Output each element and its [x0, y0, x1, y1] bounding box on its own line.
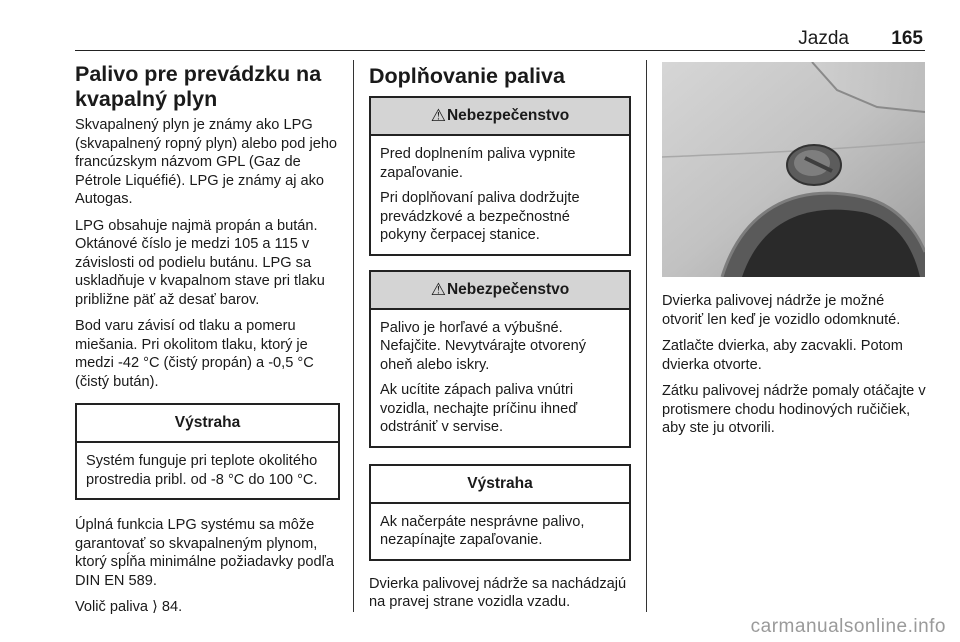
lpg-heading: Palivo pre prevádzku na kvapalný plyn [75, 62, 322, 111]
danger-title-bar [371, 272, 629, 310]
column-filler-door [662, 62, 927, 446]
warning-box [75, 403, 340, 500]
danger-title: Nebezpečenstvo [446, 280, 570, 298]
page-header [75, 28, 925, 50]
watermark: carmanualsonline.info [750, 616, 946, 637]
paragraph: Bod varu závisí od tlaku a pomeru miešania. Pri okolitom tlaku, ktorý je medzi -42 °C (čistý propán) a -0,5 °C (čistý bután). [75, 318, 314, 390]
danger-box [369, 96, 631, 256]
warning-title: Výstraha [371, 466, 629, 504]
column-lpg [75, 62, 340, 625]
danger-title: Nebezpečenstvo [446, 107, 570, 124]
danger-text: Pred doplnením paliva vypnite zapaľovanie. [380, 146, 576, 181]
warning-text: Systém funguje pri teplote okolitého prostredia pribl. od -8 °C do 100 °C. [86, 453, 318, 488]
cross-reference [75, 598, 340, 617]
fuel-door-photo [662, 62, 925, 277]
arrow-icon: ⟩ [152, 599, 158, 615]
car-rear-illustration [662, 62, 925, 277]
paragraph: LPG obsahuje najmä propán a bután. Oktánové číslo je medzi 105 a 115 v závislosti od podielu butánu. LPG sa uskladňuje v kvapalnom stave pri tlaku približne päť až desať barov. [75, 217, 325, 308]
ref-text: Volič paliva [75, 599, 149, 615]
paragraph: Skvapalnený plyn je známy ako LPG (skvapalnený ropný plyn) alebo pod jeho francúzskym názvom GPL (Gaz de Pétrole Liquéfié). LPG je známy aj ako Autogas. [75, 117, 338, 207]
column-divider [646, 60, 647, 612]
ref-page[interactable]: 84. [161, 599, 183, 615]
warning-box [369, 464, 631, 561]
danger-text: Palivo je horľavé a výbušné. Nefajčite. Nevytvárajte otvorený oheň alebo iskry. [380, 319, 587, 373]
column-refuelling [369, 62, 631, 620]
warning-triangle-icon: ⚠ [430, 279, 446, 299]
warning-triangle-icon: ⚠ [430, 106, 446, 125]
column-divider [353, 60, 354, 612]
page-number: 165 [891, 28, 923, 49]
danger-title-bar [371, 98, 629, 136]
danger-text: Ak ucítite zápach paliva vnútri vozidla, nechajte príčinu ihneď odstrániť v servise. [380, 382, 578, 435]
warning-title: Výstraha [77, 405, 338, 443]
paragraph: Dvierka palivovej nádrže sa nachádzajú na pravej strane vozidla vzadu. [369, 575, 627, 610]
header-divider [75, 50, 925, 51]
danger-text: Pri doplňovaní paliva dodržujte prevádzkové a bezpečnostné pokyny čerpacej stanice. [380, 190, 580, 243]
danger-box [369, 270, 631, 448]
paragraph: Zátku palivovej nádrže pomaly otáčajte v protismere chodu hodinových ručičiek, aby ste ju otvorili. [662, 383, 926, 436]
paragraph: Zatlačte dvierka, aby zacvakli. Potom dvierka otvorte. [662, 338, 903, 373]
warning-text: Ak načerpáte nesprávne palivo, nezapínajte zapaľovanie. [380, 513, 585, 548]
paragraph: Dvierka palivovej nádrže je možné otvoriť len keď je vozidlo odomknuté. [662, 293, 901, 328]
paragraph: Úplná funkcia LPG systému sa môže garantovať so skvapalneným plynom, ktorý spĺňa minimálne požiadavky podľa DIN EN 589. [75, 517, 334, 589]
refuelling-heading: Doplňovanie paliva [369, 64, 565, 88]
section-title: Jazda [798, 28, 849, 49]
